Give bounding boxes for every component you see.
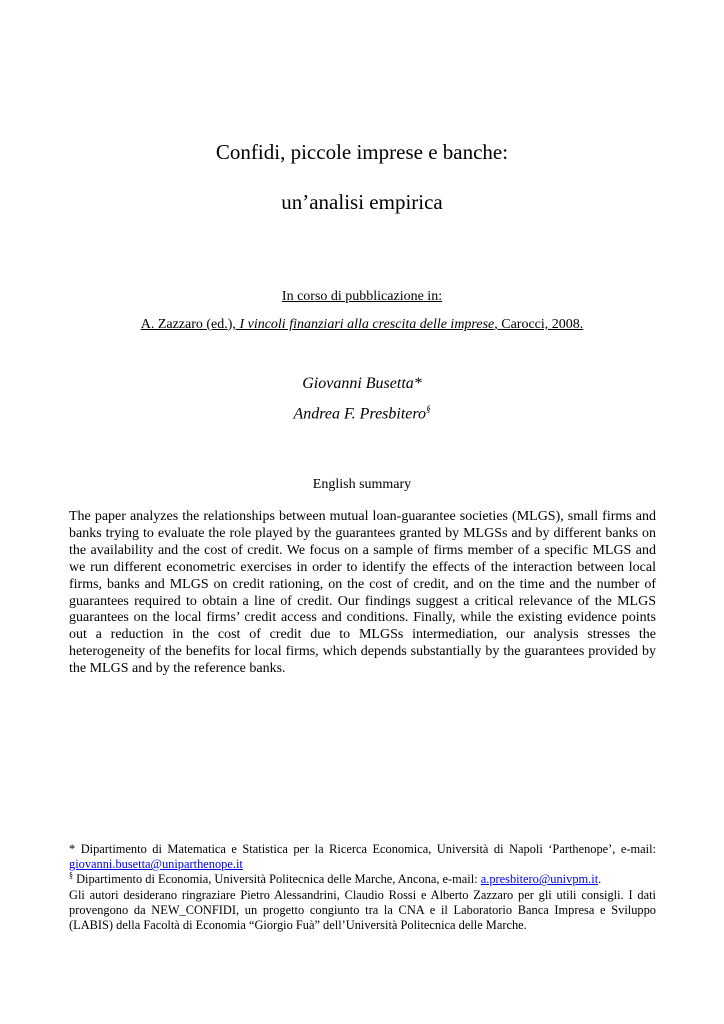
email-link-presbitero[interactable]: a.presbitero@univpm.it <box>480 872 599 887</box>
footnote-1-text: * Dipartimento di Matematica e Statistica per la Ricerca Economica, Università di Napoli ‘Parthenope’, e-mail: <box>69 842 656 856</box>
title-line-1: Confidi, piccole imprese e banche: <box>215 140 509 164</box>
reference-suffix: , Carocci, 2008. <box>494 317 584 332</box>
author-2 <box>0 399 724 424</box>
footnote-2-mark: § <box>69 871 73 881</box>
footnote-2-text: Dipartimento di Economia, Università Politecnica delle Marche, Ancona, e-mail: <box>73 872 481 887</box>
footnote-2 <box>69 872 656 887</box>
author-2-mark: § <box>426 404 431 414</box>
reference-title: I vincoli finanziari alla crescita delle imprese <box>239 317 495 332</box>
reference-prefix: A. Zazzaro (ed.), <box>140 317 240 332</box>
acknowledgements: Gli autori desiderano ringraziare Pietro Alessandrini, Claudio Rossi e Alberto Zazzaro per gli utili consigli. I dati provengono da NEW_CONFIDI, un progetto congiunto tra la CNA e il Laboratorio Banca Impresa e Sviluppo (LABIS) della Facoltà di Economia “Giorgio Fuà” dell’Università Politecnica delle Marche. <box>69 887 656 933</box>
publication-reference <box>0 316 724 333</box>
publication-status <box>0 288 724 305</box>
title-line-2: un’analisi empirica <box>281 190 443 214</box>
email-link-busetta[interactable]: giovanni.busetta@uniparthenope.it <box>69 857 243 872</box>
publication-status-text: In corso di pubblicazione in: <box>281 289 443 304</box>
footnote-2-end: . <box>598 872 602 887</box>
summary-heading: English summary <box>312 477 412 492</box>
footnote-1 <box>69 842 656 872</box>
footnotes <box>69 842 656 933</box>
author-1: Giovanni Busetta* <box>302 375 422 392</box>
author-2-name: Andrea F. Presbitero <box>293 405 427 423</box>
abstract-text: The paper analyzes the relationships between mutual loan-guarantee societies (MLGS), small firms and banks trying to evaluate the role played by the guarantees granted by MLGSs and by different banks on the availability and the cost of credit. We focus on a sample of firms member of a specific MLGS and we run different econometric exercises in order to identify the effects of the interaction between local firms, banks and MLGS on credit rationing, on the cost of credit, and on the time and the number of guarantees required to obtain a line of credit. Our findings suggest a critical relevance of the MLGS guarantees on the local firms’ credit access and conditions. Finally, while the existing evidence points out a reduction in the cost of credit due to MLGSs intermediation, our analysis stresses the heterogeneity of the benefits for local firms, which depends substantially by the guarantees provided by the MLGS and by the reference banks. <box>69 509 656 677</box>
